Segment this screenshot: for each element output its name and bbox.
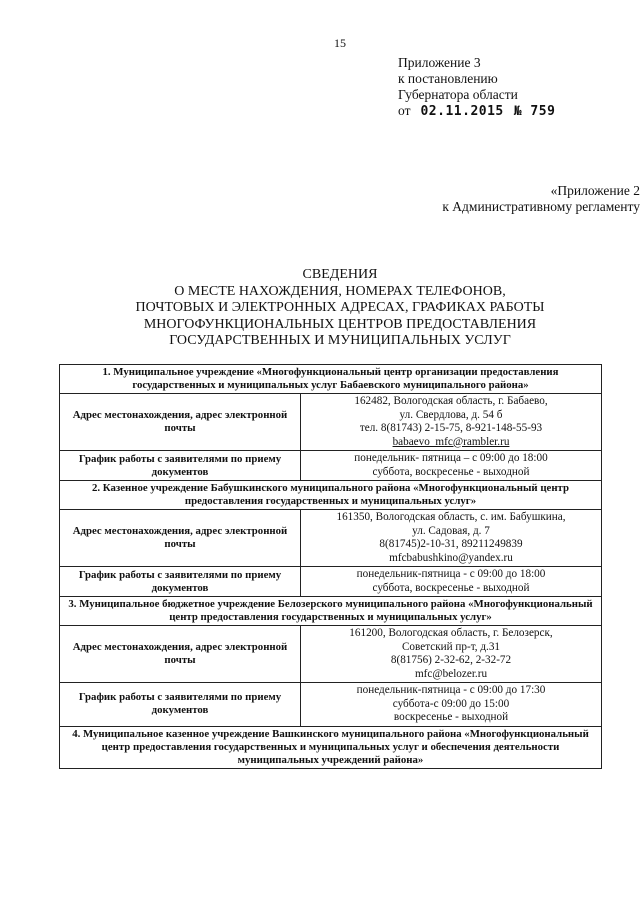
title-line-3: ПОЧТОВЫХ И ЭЛЕКТРОННЫХ АДРЕСАХ, ГРАФИКАХ РАБОТЫ <box>135 300 545 315</box>
schedule-line: понедельник-пятница - с 09:00 до 17:30 <box>356 684 546 696</box>
address-line: 161200, Вологодская область, г. Белозерск, <box>349 627 553 639</box>
address-label: Адрес местонахождения, адрес электронной почты <box>60 394 301 451</box>
schedule-label: График работы с заявителями по приему документов <box>60 683 301 727</box>
decree-number: № 759 <box>513 104 556 119</box>
address-line: Советский пр-т, д.31 <box>401 640 501 653</box>
schedule-value <box>301 683 602 727</box>
table-row <box>60 726 602 768</box>
page-number: 15 <box>334 36 346 50</box>
table-row <box>60 365 602 394</box>
table-row <box>60 626 602 683</box>
address-line: ул. Садовая, д. 7 <box>412 524 490 537</box>
regulation-line-1: «Приложение 2 <box>550 183 640 198</box>
table-row <box>60 597 602 626</box>
appendix-line-3: Губернатора области <box>398 87 518 102</box>
phone-line: тел. 8(81743) 2-15-75, 8-921-148-55-93 <box>359 422 543 434</box>
address-line: ул. Свердлова, д. 54 б <box>399 408 503 421</box>
regulation-reference <box>442 183 640 215</box>
schedule-value <box>301 567 602 597</box>
center-heading: 2. Казенное учреждение Бабушкинского муниципального района «Многофункциональный центр предоставления государственных и муниципальных услуг» <box>60 481 602 510</box>
title-line-4: МНОГОФУНКЦИОНАЛЬНЫХ ЦЕНТРОВ ПРЕДОСТАВЛЕНИЯ <box>143 316 537 332</box>
schedule-line: понедельник- пятница – с 09:00 до 18:00 <box>354 452 548 464</box>
address-value <box>301 626 602 683</box>
email-text: mfc@belozer.ru <box>414 667 488 680</box>
schedule-line: суббота, воскресенье - выходной <box>372 465 530 478</box>
regulation-line-2: к Административному регламенту <box>442 199 640 214</box>
address-value <box>301 394 602 451</box>
table-row <box>60 567 602 597</box>
schedule-line: суббота-с 09:00 до 15:00 <box>392 697 510 710</box>
document-title <box>90 267 590 350</box>
email-link[interactable]: babaevo_mfc@rambler.ru <box>392 435 510 448</box>
table-row <box>60 510 602 567</box>
table-row <box>60 394 602 451</box>
address-line: 161350, Вологодская область, с. им. Бабушкина, <box>336 511 566 523</box>
appendix-date-line <box>398 103 555 120</box>
address-label: Адрес местонахождения, адрес электронной почты <box>60 626 301 683</box>
decree-date: 02.11.2015 <box>420 104 504 119</box>
appendix-line-2: к постановлению <box>398 71 498 86</box>
phone-line: 8(81756) 2-32-62, 2-32-72 <box>390 654 512 666</box>
center-heading: 1. Муниципальное учреждение «Многофункциональный центр организации предоставления государственных и муниципальных услуг Бабаевского муниципального района» <box>60 365 602 394</box>
appendix-line-1: Приложение 3 <box>398 55 481 70</box>
address-line: 162482, Вологодская область, г. Бабаево, <box>354 395 548 407</box>
schedule-line: суббота, воскресенье - выходной <box>372 581 530 594</box>
table-row <box>60 683 602 727</box>
mfc-info-table <box>59 364 602 769</box>
schedule-line: воскресенье - выходной <box>393 711 509 723</box>
table-row <box>60 481 602 510</box>
email-text: mfcbabushkino@yandex.ru <box>389 551 513 564</box>
address-value <box>301 510 602 567</box>
phone-line: 8(81745)2-10-31, 89211249839 <box>379 538 523 550</box>
schedule-label: График работы с заявителями по приему документов <box>60 451 301 481</box>
title-line-1: СВЕДЕНИЯ <box>302 267 378 282</box>
title-line-5: ГОСУДАРСТВЕННЫХ И МУНИЦИПАЛЬНЫХ УСЛУГ <box>169 333 511 348</box>
address-label: Адрес местонахождения, адрес электронной почты <box>60 510 301 567</box>
schedule-label: График работы с заявителями по приему документов <box>60 567 301 597</box>
schedule-line: понедельник-пятница - с 09:00 до 18:00 <box>356 568 546 580</box>
table-row <box>60 451 602 481</box>
center-heading: 4. Муниципальное казенное учреждение Вашкинского муниципального района «Многофункциональный центр предоставления государственных и муниципальных услуг и обеспечения деятельности муниципальных учреждений района» <box>60 726 602 768</box>
title-line-2: О МЕСТЕ НАХОЖДЕНИЯ, НОМЕРАХ ТЕЛЕФОНОВ, <box>174 283 506 299</box>
appendix-block <box>398 55 555 120</box>
schedule-value <box>301 451 602 481</box>
center-heading: 3. Муниципальное бюджетное учреждение Белозерского муниципального района «Многофункциональный центр предоставления государственных и муниципальных услуг» <box>60 597 602 626</box>
date-prefix: от <box>398 103 411 118</box>
